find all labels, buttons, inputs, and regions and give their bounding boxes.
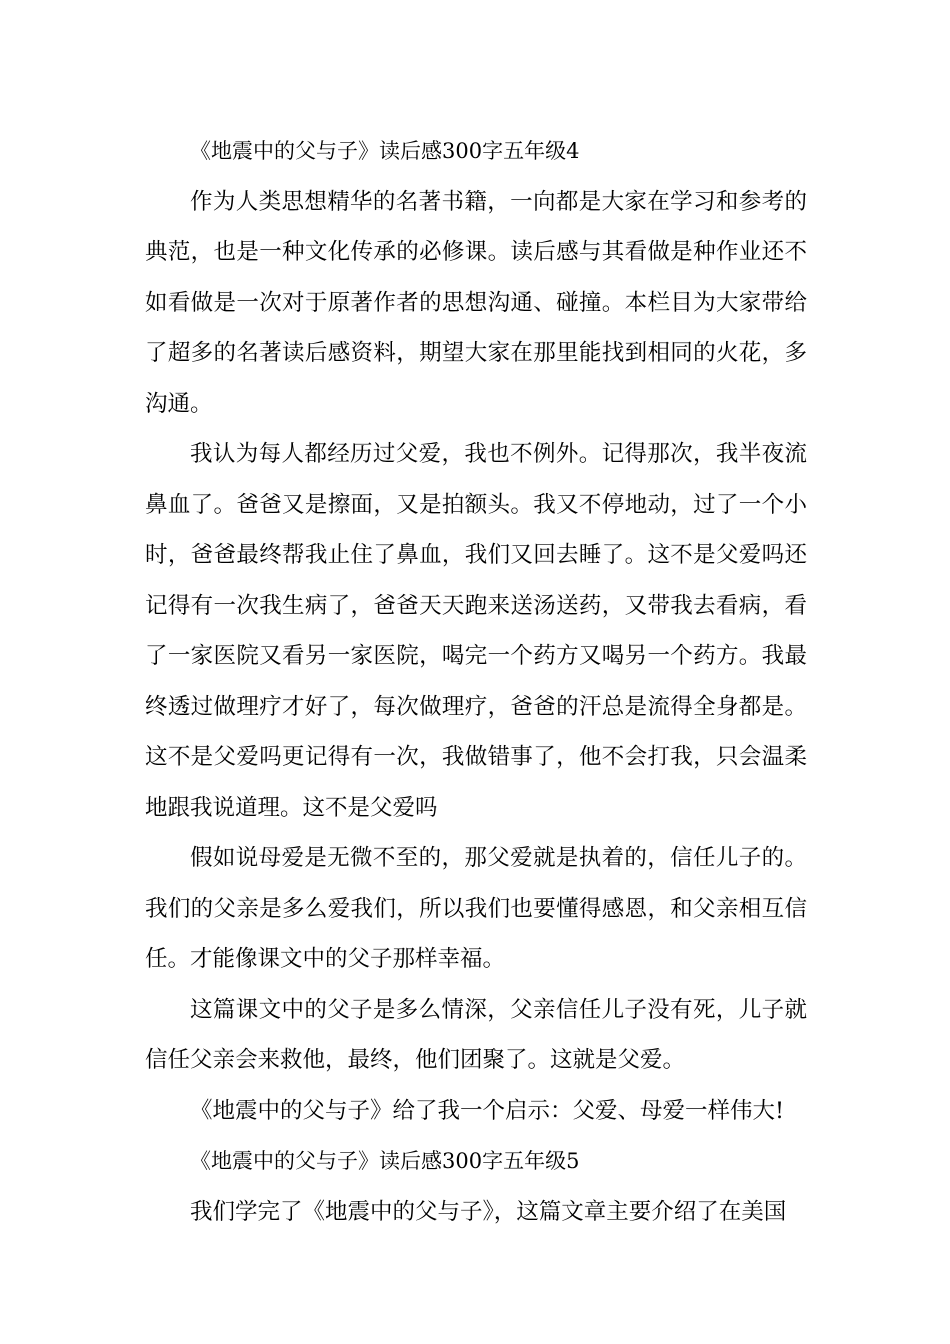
body-paragraph: 假如说母爱是无微不至的，那父爱就是执着的，信任儿子的。我们的父亲是多么爱我们，所以我们也要懂得感恩，和父亲相互信任。才能像课文中的父子那样幸福。 — [145, 845, 807, 972]
section-heading-5: 《地震中的父与子》读后感300字五年级5 — [190, 1149, 580, 1173]
body-paragraph: 我们学完了《地震中的父与子》，这篇文章主要介绍了在美国 — [190, 1198, 787, 1225]
body-paragraph: 我认为每人都经历过父爱，我也不例外。记得那次，我半夜流鼻血了。爸爸又是擦面，又是拍额头。我又不停地动，过了一个小时，爸爸最终帮我止住了鼻血，我们又回去睡了。这不是父爱吗还记得有一次我生病了，爸爸天天跑来送汤送药，又带我去看病，看了一家医院又看另一家医院，喝完一个药方又喝另一个药方。我最终透过做理疗才好了，每次做理疗，爸爸的汗总是流得全身都是。这不是父爱吗更记得有一次，我做错事了，他不会打我，只会温柔地跟我说道理。这不是父爱吗 — [145, 441, 807, 821]
body-paragraph: 这篇课文中的父子是多么情深，父亲信任儿子没有死，儿子就信任父亲会来救他，最终，他们团聚了。这就是父爱。 — [145, 996, 807, 1073]
body-paragraph: 《地震中的父与子》给了我一个启示：父爱、母爱一样伟大! — [190, 1097, 785, 1124]
document-body — [145, 126, 807, 1237]
section-heading-4: 《地震中的父与子》读后感300字五年级4 — [190, 139, 580, 163]
intro-paragraph: 作为人类思想精华的名著书籍，一向都是大家在学习和参考的典范，也是一种文化传承的必修课。读后感与其看做是种作业还不如看做是一次对于原著作者的思想沟通、碰撞。本栏目为大家带给了超多的名著读后感资料，期望大家在那里能找到相同的火花，多沟通。 — [145, 188, 807, 417]
